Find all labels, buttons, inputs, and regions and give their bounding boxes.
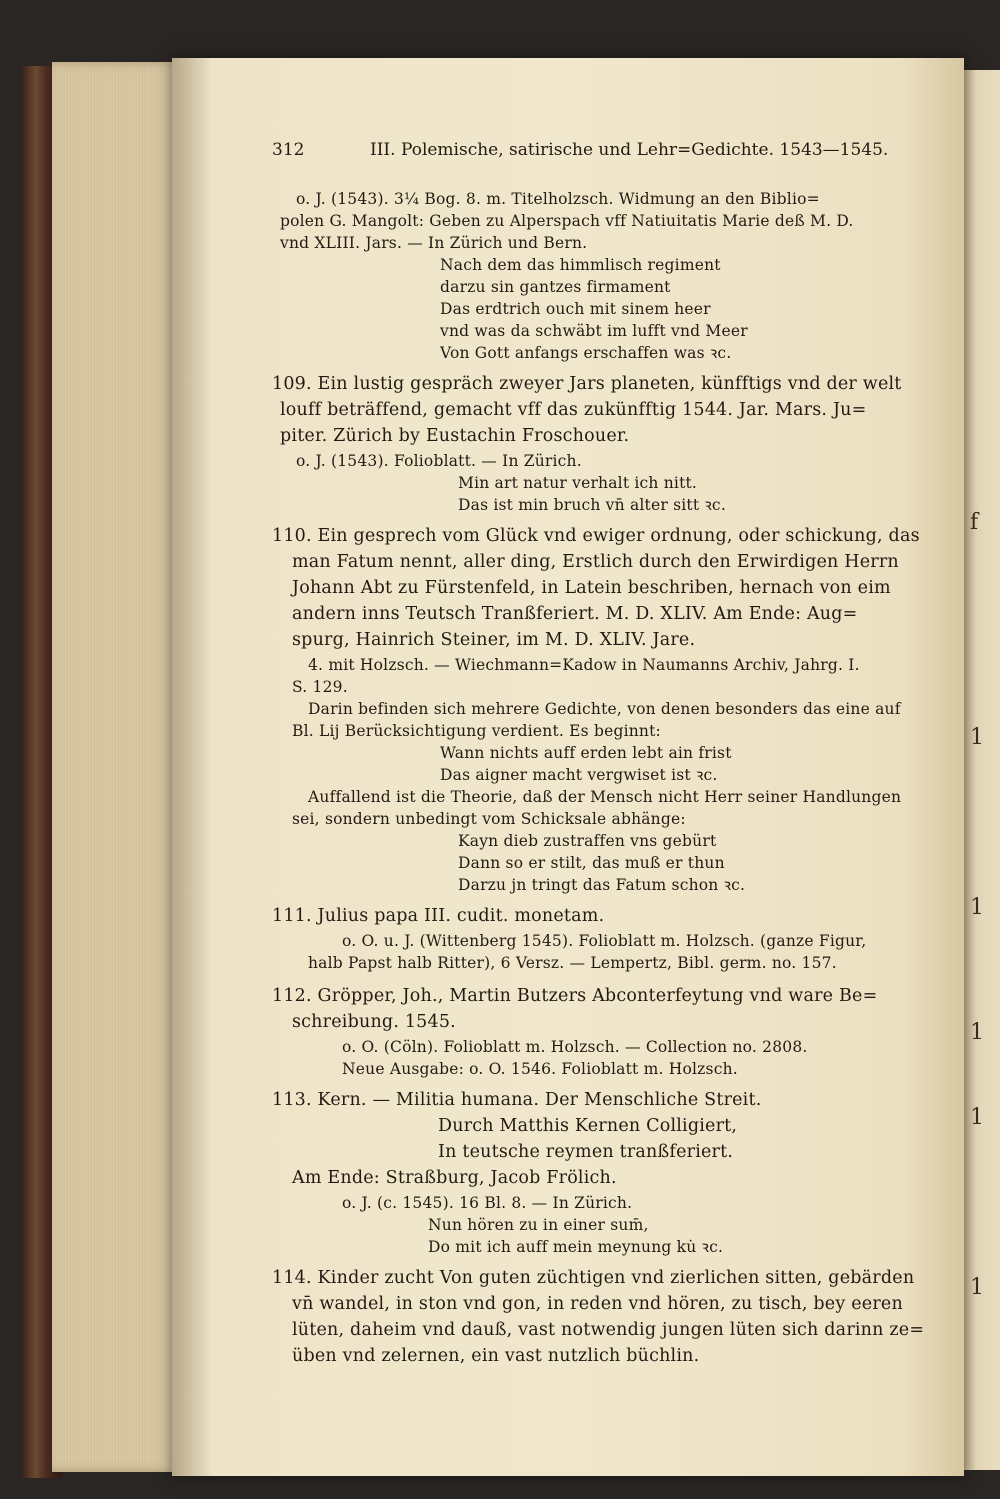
entry-text-line: o. O. (Cöln). Folioblatt m. Holzsch. — Collection no. 2808. <box>342 1038 808 1056</box>
entry-112-title: 112. Gröpper, Joh., Martin Butzers Abconterfeytung vnd ware Be= <box>272 986 878 1006</box>
entry-text-line: üben vnd zelernen, ein vast nutzlich büchlin. <box>292 1346 700 1366</box>
entry-text-line: halb Papst halb Ritter), 6 Versz. — Lempertz, Bibl. germ. no. 157. <box>308 954 837 972</box>
verse-line: Do mit ich auff mein meynung ku̇ ꝛc. <box>428 1238 724 1256</box>
verse-line: vnd was da schwäbt im lufft vnd Meer <box>440 322 748 340</box>
entry-text-line: lüten, daheim vnd dauß, vast notwendig jungen lüten sich darinn ze= <box>292 1320 925 1340</box>
entry-text-line: man Fatum nennt, aller ding, Erstlich durch den Erwirdigen Herrn <box>292 552 899 572</box>
facing-page-fragment: 1 <box>970 895 984 920</box>
title-line: In teutsche reymen tranßferiert. <box>438 1142 734 1162</box>
verse-line: darzu sin gantzes firmament <box>440 278 671 296</box>
verse-line: Darzu jn tringt das Fatum schon ꝛc. <box>458 876 746 894</box>
entry-114-title: 114. Kinder zucht Von guten züchtigen vnd zierlichen sitten, gebärden <box>272 1268 915 1288</box>
entry-109-title: 109. Ein lustig gespräch zweyer Jars planeten, künfftigs vnd der welt <box>272 374 902 394</box>
verse-line: Dann so er stilt, das muß er thun <box>458 854 725 872</box>
entry-text-line: o. J. (1543). 3¼ Bog. 8. m. Titelholzsch. Widmung an den Biblio= <box>296 190 820 208</box>
entry-text-line: o. O. u. J. (Wittenberg 1545). Folioblatt m. Holzsch. (ganze Figur, <box>342 932 867 950</box>
page-edges <box>52 62 192 1472</box>
entry-text-line: Bl. Lij Berücksichtigung verdient. Es beginnt: <box>292 722 661 740</box>
verse-line: Nach dem das himmlisch regiment <box>440 256 721 274</box>
gutter-shadow <box>172 58 212 1476</box>
entry-text-line: louff beträffend, gemacht vff das zukünfftig 1544. Jar. Mars. Ju= <box>280 400 867 420</box>
entry-text-line: Johann Abt zu Fürstenfeld, in Latein beschriben, hernach von eim <box>292 578 891 598</box>
entry-text-line: schreibung. 1545. <box>292 1012 456 1032</box>
entry-text-line: 4. mit Holzsch. — Wiechmann=Kadow in Naumanns Archiv, Jahrg. I. <box>308 656 860 674</box>
facing-page-fragment: 1 <box>970 1105 984 1130</box>
entry-text-line: o. J. (c. 1545). 16 Bl. 8. — In Zürich. <box>342 1194 633 1212</box>
facing-page-fragment: f <box>970 510 979 535</box>
facing-page-fragment: 1 <box>970 1020 984 1045</box>
entry-text-line: spurg, Hainrich Steiner, im M. D. XLIV. Jare. <box>292 630 696 650</box>
entry-text-line: S. 129. <box>292 678 348 696</box>
entry-110-title: 110. Ein gesprech vom Glück vnd ewiger ordnung, oder schickung, das <box>272 526 920 546</box>
entry-text-line: vn̄ wandel, in ston vnd gon, in reden vnd hören, zu tisch, bey eeren <box>292 1294 903 1314</box>
entry-text-line: sei, sondern unbedingt vom Schicksale abhänge: <box>292 810 686 828</box>
facing-page-edge <box>960 70 1000 1470</box>
entry-text-line: Neue Ausgabe: o. O. 1546. Folioblatt m. Holzsch. <box>342 1060 738 1078</box>
entry-text-line: vnd XLIII. Jars. — In Zürich und Bern. <box>280 234 588 252</box>
verse-line: Kayn dieb zustraffen vns gebürt <box>458 832 717 850</box>
entry-111-title: 111. Julius papa III. cudit. monetam. <box>272 906 605 926</box>
entry-text-line: Auffallend ist die Theorie, daß der Mensch nicht Herr seiner Handlungen <box>308 788 902 806</box>
title-line: Durch Matthis Kernen Colligiert, <box>438 1116 738 1136</box>
verse-line: Das ist min bruch vn̄ alter sitt ꝛc. <box>458 496 726 514</box>
entry-text-line: Darin befinden sich mehrere Gedichte, von denen besonders das eine auf <box>308 700 901 718</box>
verse-line: Nun hören zu in einer sum̄, <box>428 1216 649 1234</box>
entry-text-line: polen G. Mangolt: Geben zu Alperspach vff Natiuitatis Marie deß M. D. <box>280 212 854 230</box>
verse-line: Min art natur verhalt ich nitt. <box>458 474 698 492</box>
verse-line: Das aigner macht vergwiset ist ꝛc. <box>440 766 718 784</box>
facing-page-fragment: 1 <box>970 1275 984 1300</box>
verse-line: Das erdtrich ouch mit sinem heer <box>440 300 711 318</box>
verse-line: Von Gott anfangs erschaffen was ꝛc. <box>440 344 732 362</box>
entry-text-line: andern inns Teutsch Tranßferiert. M. D. XLIV. Am Ende: Aug= <box>292 604 858 624</box>
running-title: III. Polemische, satirische und Lehr=Gedichte. 1543—1545. <box>370 140 889 160</box>
page-number: 312 <box>272 140 305 160</box>
entry-text-line: Am Ende: Straßburg, Jacob Frölich. <box>292 1168 617 1188</box>
verse-line: Wann nichts auff erden lebt ain frist <box>440 744 732 762</box>
facing-page-fragment: 1 <box>970 725 984 750</box>
entry-text-line: o. J. (1543). Folioblatt. — In Zürich. <box>296 452 582 470</box>
entry-text-line: piter. Zürich by Eustachin Froschouer. <box>280 426 630 446</box>
entry-113-title: 113. Kern. — Militia humana. Der Menschliche Streit. <box>272 1090 762 1110</box>
